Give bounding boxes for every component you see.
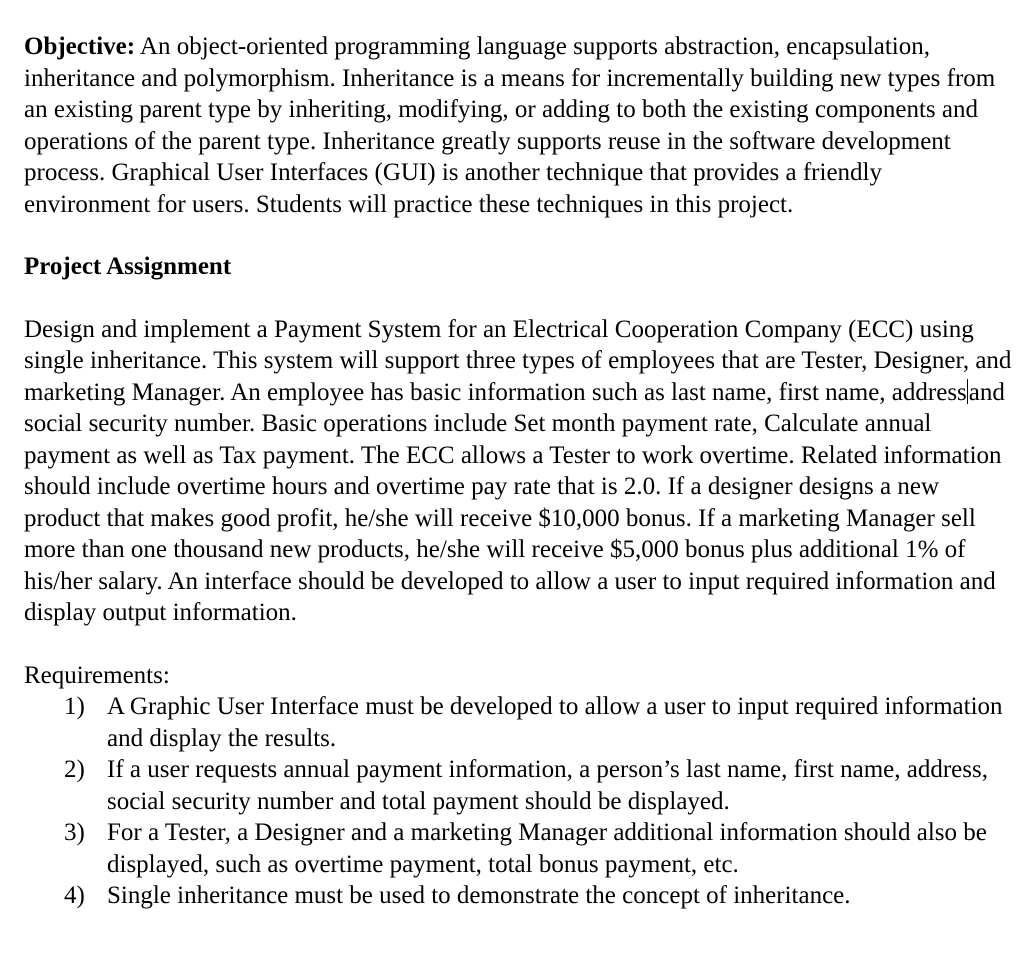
list-item-number: 1): [64, 693, 85, 720]
objective-paragraph: [24, 31, 1014, 220]
list-item-number: 4): [64, 882, 85, 909]
list-item-text: A Graphic User Interface must be developed to allow a user to input required information and display the results.: [107, 693, 1003, 752]
assignment-text-end: and social security number. Basic operations include Set month payment rate, Calculate annual payment as well as Tax payment. The ECC allows a Tester to work overtime. Related information should include overtime hours and overtime pay rate that is 2.0. If a designer designs a new product that makes good profit, he/she will receive $10,000 bonus. If a marketing Manager sell more than one thousand new products, he/she will receive $5,000 bonus plus additional 1% of his/her salary. An interface should be developed to allow a user to input required information and display output information.: [24, 378, 1005, 626]
list-item: [24, 754, 1014, 817]
objective-label: Objective:: [24, 33, 136, 60]
assignment-text-start: Design and implement a Payment System for an Electrical Cooperation Company (ECC) using single inheritance. This system will support three types of employees that are Tester, Designer, and marketing Manager. An employee has basic information such as last name, first name, address: [24, 315, 1012, 406]
list-item: [24, 691, 1014, 754]
objective-text: An object-oriented programming language supports abstraction, encapsulation, inheritance and polymorphism. Inheritance is a means for incrementally building new types from an existing parent type by inheriting, modifying, or adding to both the existing components and operations of the parent type. Inheritance greatly supports reuse in the software development process. Graphical User Interfaces (GUI) is another technique that provides a friendly environment for users. Students will practice these techniques in this project.: [24, 33, 996, 218]
list-item-number: 3): [64, 819, 85, 846]
document-page: [24, 31, 1014, 912]
text-cursor: [967, 379, 968, 404]
list-item-text: If a user requests annual payment information, a person’s last name, first name, address, social security number and total payment should be displayed.: [107, 756, 988, 815]
list-item-number: 2): [64, 756, 85, 783]
list-item: [24, 817, 1014, 880]
requirements-list: [24, 691, 1014, 912]
assignment-paragraph[interactable]: [24, 314, 1014, 629]
list-item: [24, 880, 1014, 912]
requirements-label: Requirements:: [24, 661, 170, 689]
list-item-text: For a Tester, a Designer and a marketing Manager additional information should also be displayed, such as overtime payment, total bonus payment, etc.: [107, 819, 987, 878]
list-item-text: Single inheritance must be used to demonstrate the concept of inheritance.: [107, 882, 851, 909]
project-assignment-heading: Project Assignment: [24, 253, 232, 280]
